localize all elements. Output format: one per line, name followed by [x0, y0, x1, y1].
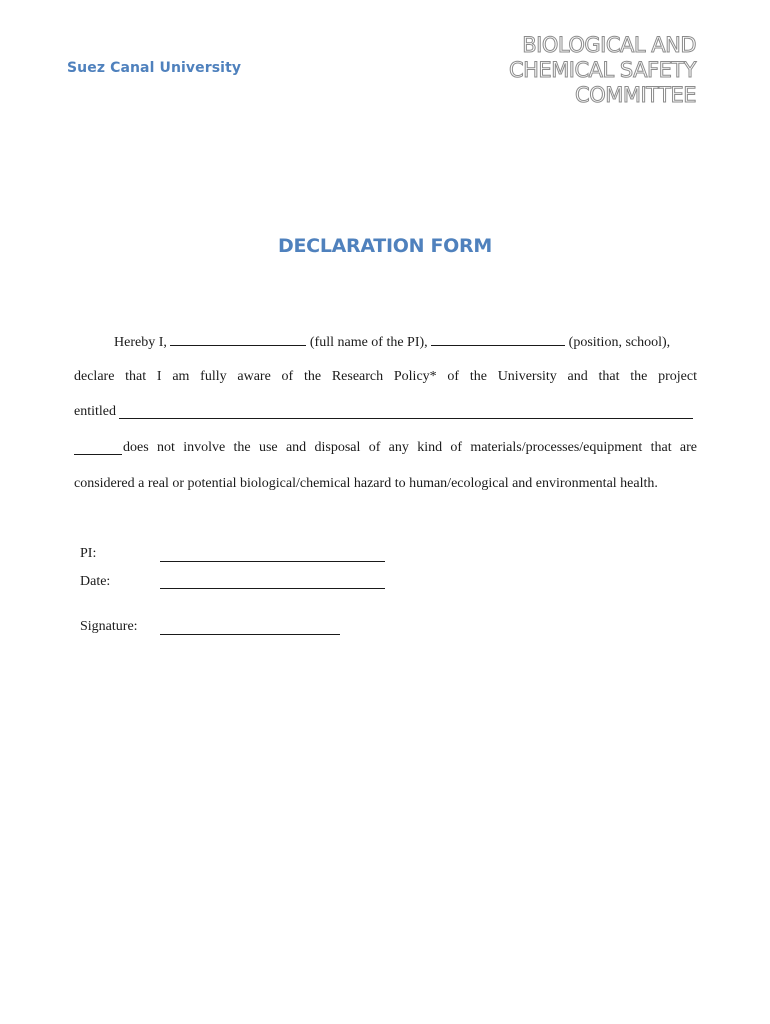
- committee-line-1: BIOLOGICAL AND: [522, 33, 696, 57]
- signature-label: Signature:: [80, 619, 138, 634]
- full-name-blank[interactable]: [170, 333, 306, 346]
- form-title: DECLARATION FORM: [278, 235, 492, 257]
- pi-blank[interactable]: [160, 561, 385, 562]
- declaration-line-2: declare that I am fully aware of the Research Policy* of the University and that the project: [74, 369, 697, 384]
- committee-line-2: CHEMICAL SAFETY: [508, 58, 696, 82]
- position-hint: (position, school),: [568, 335, 671, 350]
- university-name: Suez Canal University: [67, 60, 242, 76]
- pi-label: PI:: [80, 546, 97, 561]
- hereby-text: Hereby I,: [114, 335, 167, 350]
- position-blank[interactable]: [431, 333, 565, 346]
- project-title-blank-continued[interactable]: [74, 454, 122, 455]
- entitled-text: entitled: [74, 404, 116, 419]
- full-name-hint: (full name of the PI),: [309, 335, 428, 350]
- project-title-blank[interactable]: [119, 418, 693, 419]
- declaration-line-1: [74, 333, 697, 351]
- declaration-line-5: considered a real or potential biological/chemical hazard to human/ecological and environmental health.: [74, 476, 658, 491]
- date-blank[interactable]: [160, 588, 385, 589]
- committee-line-3: COMMITTEE: [575, 83, 696, 107]
- committee-name: [509, 33, 696, 108]
- signature-blank[interactable]: [160, 634, 340, 635]
- date-label: Date:: [80, 574, 111, 589]
- declaration-line-4: does not involve the use and disposal of any kind of materials/processes/equipment that are: [123, 440, 697, 455]
